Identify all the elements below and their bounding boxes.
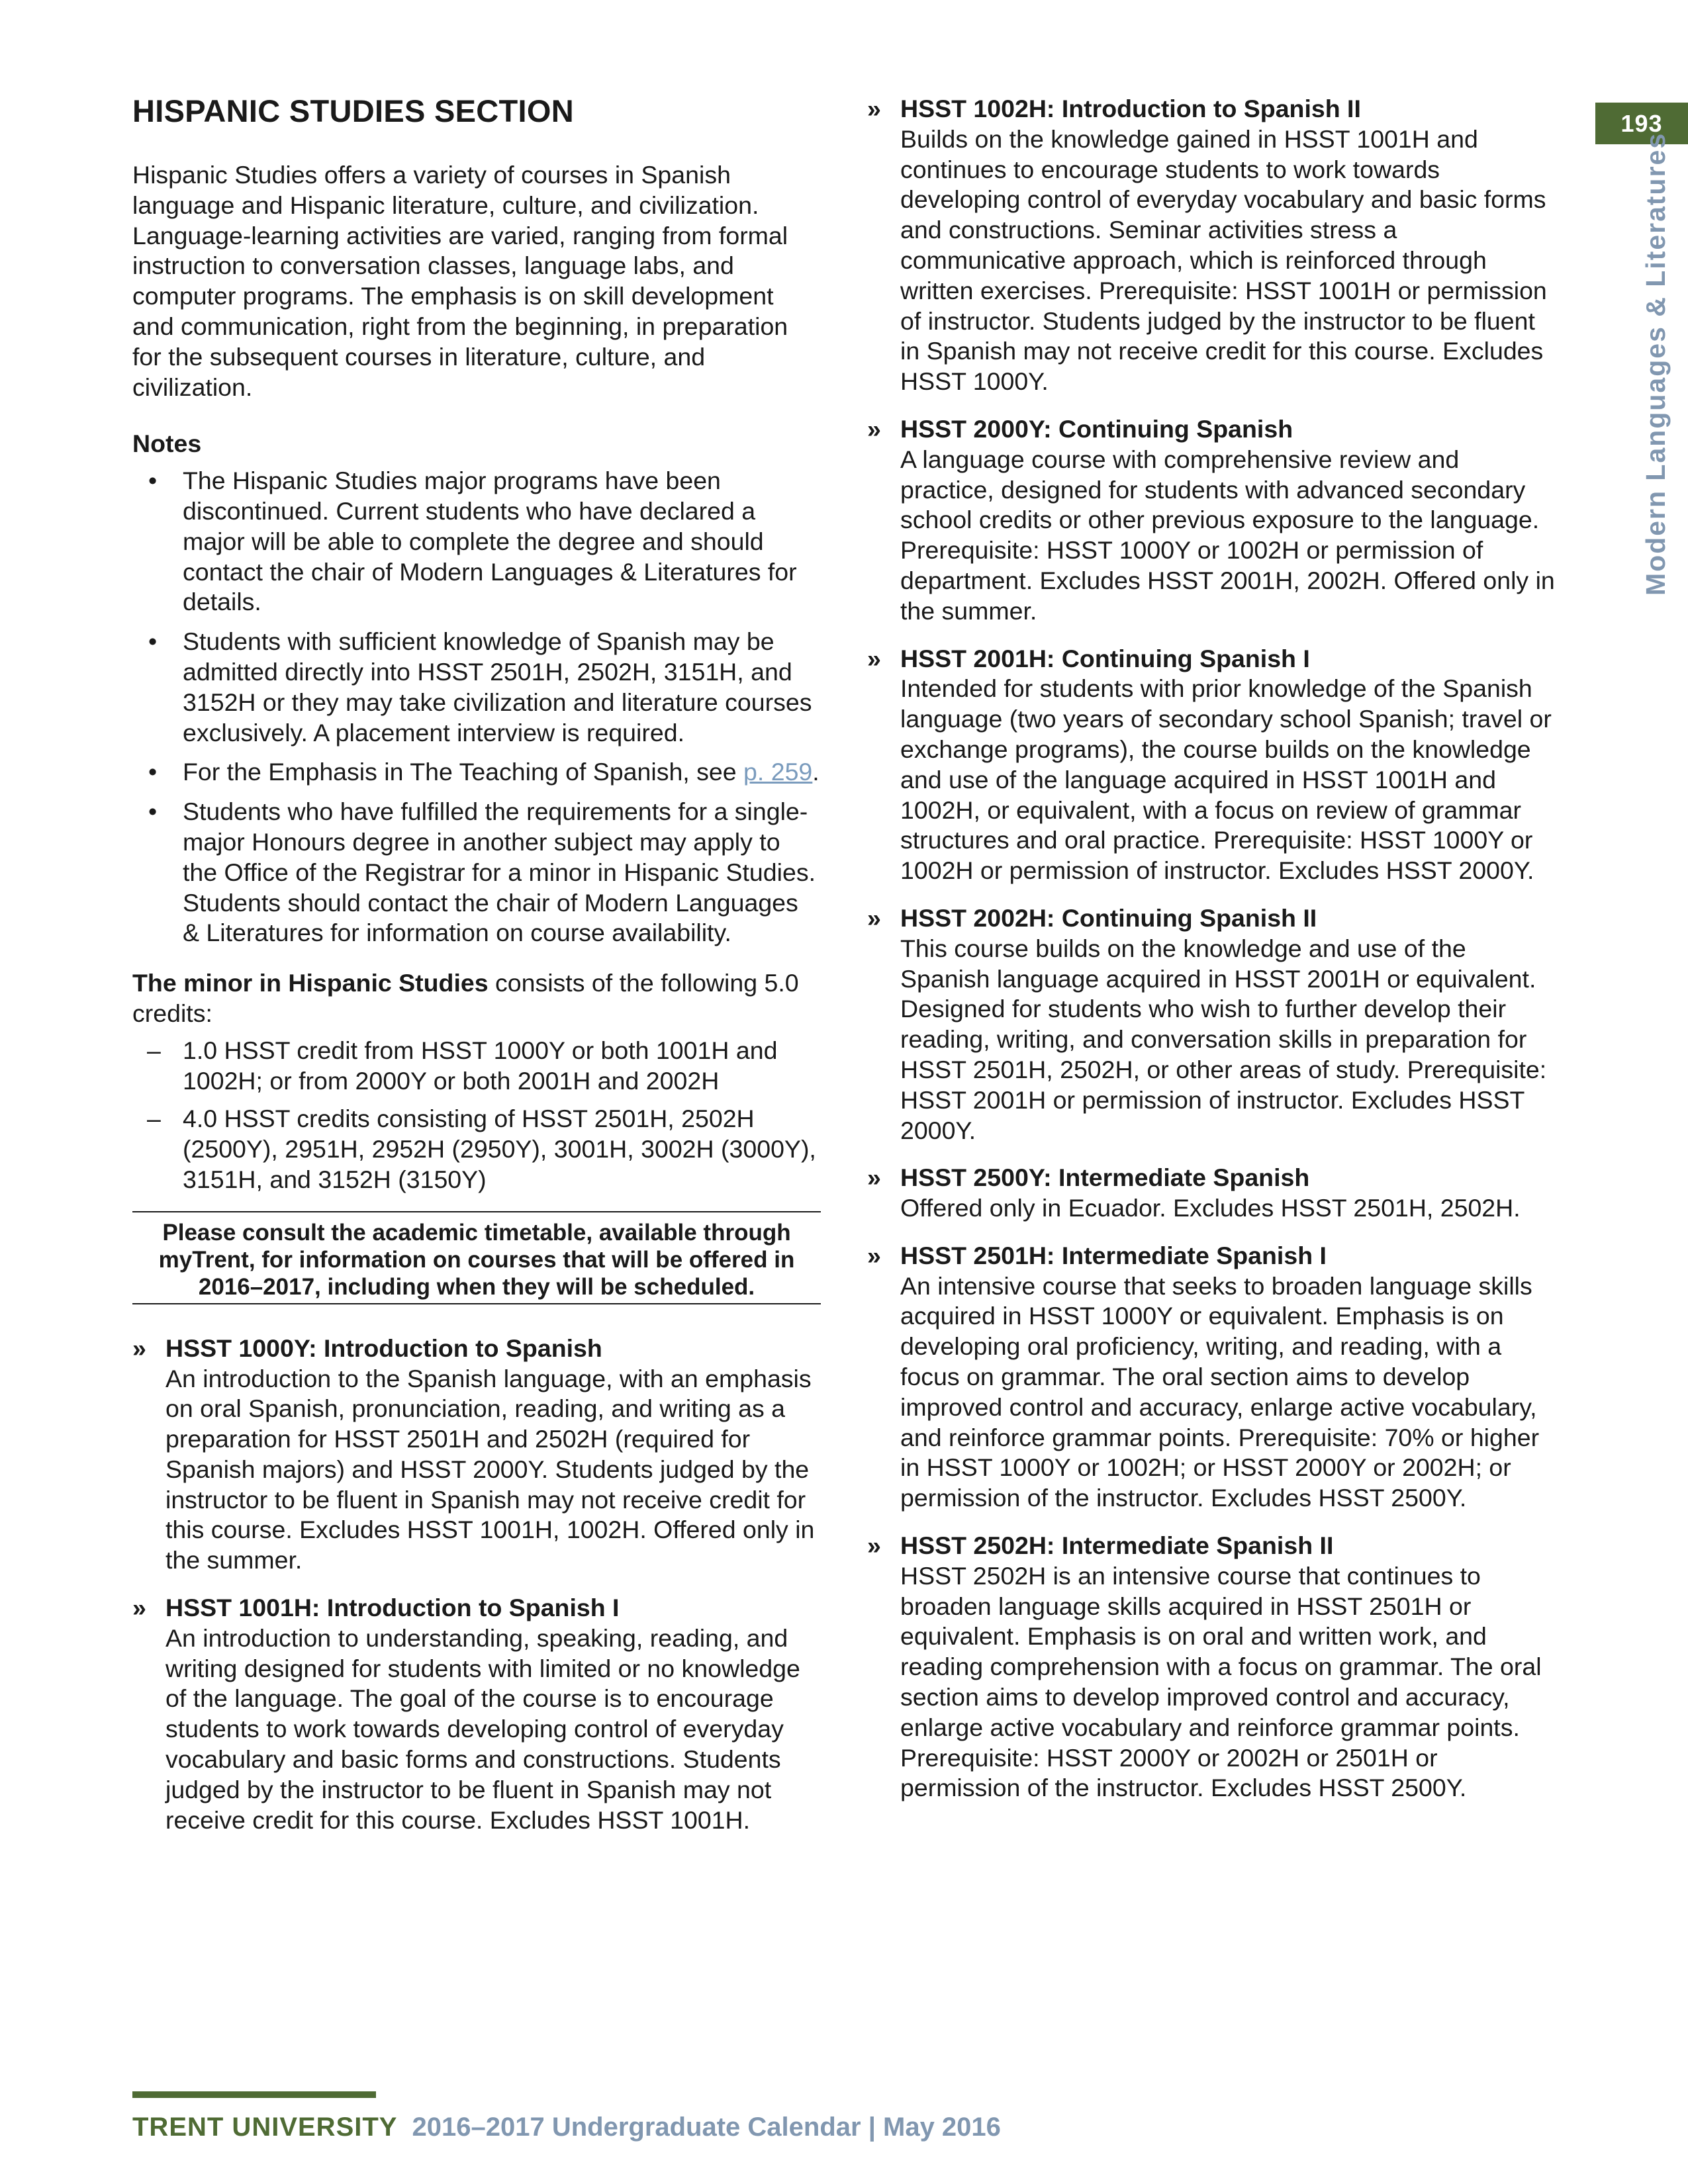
chevron-right-icon: » (132, 1594, 146, 1622)
chevron-right-icon: » (867, 644, 881, 672)
note-item (132, 797, 821, 948)
course-title: HSST 2501H: Intermediate Spanish I (900, 1241, 1327, 1269)
chevron-right-icon: » (867, 1241, 881, 1269)
side-section-label: Modern Languages & Literatures (1640, 132, 1671, 596)
dash-icon: – (147, 1036, 161, 1064)
course-entry (867, 644, 1559, 886)
bullet-icon: • (148, 797, 158, 826)
course-entry (867, 1531, 1559, 1803)
course-entry (867, 903, 1559, 1146)
course-entry (867, 94, 1559, 397)
intro-paragraph: Hispanic Studies offers a variety of courses in Spanish language and Hispanic literature, culture, and civilization. Language-learning activities are varied, ranging from formal instruction to conversation classes, language labs, and computer programs. The emphasis is on skill development and communication, right from the beginning, in preparation for the subsequent courses in literature, culture, and civilization. (132, 161, 788, 401)
note-item (132, 466, 821, 617)
footer-calendar: 2016–2017 Undergraduate Calendar | May 2016 (412, 2113, 1001, 2142)
page-number: 193 (1620, 110, 1663, 137)
course-description: Intended for students with prior knowledge of the Spanish language (two years of secondary school Spanish; travel or exchange programs), the course builds on the knowledge and use of the language acquired in HSST 1001H and 1002H, or equivalent, with a focus on review of grammar structures and oral practice. Prerequisite: HSST 1000Y or 1002H or permission of instructor. Excludes HSST 2000Y. (900, 674, 1552, 885)
chevron-right-icon: » (867, 903, 881, 932)
minor-requirement-text: 1.0 HSST credit from HSST 1000Y or both 1001H and 1002H; or from 2000Y or both 2001H and 2002H (183, 1036, 778, 1095)
course-description: An introduction to understanding, speaking, reading, and writing designed for students with limited or no knowledge of the language. The goal of the course is to encourage students to work towards developing control of everyday vocabulary and basic forms and constructions. Students judged by the instructor to be fluent in Spanish may not receive credit for this course. Excludes HSST 1001H. (165, 1623, 800, 1834)
course-description: An introduction to the Spanish language, with an emphasis on oral Spanish, pronunciation, reading, and writing as a preparation for HSST 2501H and 2502H (required for Spanish majors) and HSST 2000Y. Students judged by the instructor to be fluent in Spanish may not receive credit for this course. Excludes HSST 1001H, 1002H. Offered only in the summer. (165, 1364, 815, 1574)
bullet-icon: • (148, 758, 158, 786)
course-description: An intensive course that seeks to broaden language skills acquired in HSST 1000Y or equivalent. Emphasis is on developing oral proficiency, writing, and reading, with a focus on grammar. The oral section aims to develop improved control and accuracy, enlarge active vocabulary, and reinforce grammar points. Prerequisite: 70% or higher in HSST 1000Y or 1002H; or HSST 2000Y or 2002H; or permission of the instructor. Excludes HSST 2500Y. (900, 1271, 1540, 1512)
course-entry (867, 1241, 1559, 1514)
course-entry (867, 414, 1559, 627)
footer-rule (132, 2091, 376, 2098)
course-entry (132, 1334, 821, 1576)
chevron-right-icon: » (867, 1531, 881, 1560)
course-entry (867, 1163, 1559, 1224)
minor-requirement-item (132, 1104, 821, 1195)
course-title: HSST 1001H: Introduction to Spanish I (165, 1594, 620, 1622)
course-title: HSST 2000Y: Continuing Spanish (900, 414, 1293, 443)
minor-requirement-item (132, 1036, 821, 1097)
note-item (132, 757, 821, 788)
notes-heading: Notes (132, 430, 202, 458)
course-description: This course builds on the knowledge and use of the Spanish language acquired in HSST 2001H or equivalent. Designed for students who wish to further develop their reading, writing, and conversation skills in preparation for HSST 2501H, 2502H, or other areas of study. Prerequisite: HSST 2001H or permission of instructor. Excludes HSST 2000Y. (900, 934, 1547, 1144)
minor-text: consists of the following 5.0 credits: (132, 969, 799, 1027)
chevron-right-icon: » (867, 95, 881, 122)
course-title: HSST 2001H: Continuing Spanish I (900, 644, 1310, 672)
dash-icon: – (147, 1105, 161, 1133)
course-title: HSST 2500Y: Intermediate Spanish (900, 1163, 1310, 1192)
note-item (132, 627, 821, 748)
minor-requirements-list (132, 1036, 821, 1195)
note-text: Students who have fulfilled the requirements for a single-major Honours degree in another subject may apply to the Office of the Registrar for a minor in Hispanic Studies. Students should contact the chair of Modern Languages & Literatures for information on course availability. (183, 797, 816, 947)
bullet-icon: • (148, 467, 158, 495)
course-entry (132, 1593, 821, 1835)
course-title: HSST 2502H: Intermediate Spanish II (900, 1531, 1334, 1560)
page-reference-link[interactable]: p. 259 (743, 758, 813, 786)
section-title: HISPANIC STUDIES SECTION (132, 93, 575, 128)
course-description: Builds on the knowledge gained in HSST 1001H and continues to encourage students to work towards developing control of everyday vocabulary and basic forms and constructions. Seminar activities stress a communicative approach, which is reinforced through written exercises. Prerequisite: HSST 1001H or permission of instructor. Students judged by the instructor to be fluent in Spanish may not receive credit for this course. Excludes HSST 1000Y. (900, 124, 1547, 396)
minor-requirement-text: 4.0 HSST credits consisting of HSST 2501H, 2502H (2500Y), 2951H, 2952H (2950Y), 3001H, 3002H (3000Y), 3151H, and 3152H (3150Y) (183, 1105, 816, 1193)
minor-heading: The minor in Hispanic Studies (132, 969, 489, 997)
course-description: Offered only in Ecuador. Excludes HSST 2501H, 2502H. (900, 1194, 1521, 1222)
page-footer (132, 2113, 1001, 2142)
timetable-notice: Please consult the academic timetable, available through myTrent, for information on courses that will be offered in 2016–2017, including when they will be scheduled. (132, 1211, 821, 1304)
note-text: For the Emphasis in The Teaching of Spanish, see (183, 758, 744, 786)
minor-description (132, 968, 821, 1029)
notes-list (132, 466, 821, 948)
chevron-right-icon: » (867, 414, 881, 443)
chevron-right-icon: » (867, 1163, 881, 1192)
bullet-icon: • (148, 627, 158, 656)
course-title: HSST 1000Y: Introduction to Spanish (165, 1334, 602, 1362)
right-column (867, 94, 1559, 1821)
note-text: The Hispanic Studies major programs have been discontinued. Current students who have declared a major will be able to complete the degree and should contact the chair of Modern Languages & Literatures for details. (183, 467, 797, 616)
note-text-end: . (812, 758, 820, 786)
course-title: HSST 1002H: Introduction to Spanish II (900, 95, 1361, 122)
left-column (132, 93, 821, 1852)
note-text: Students with sufficient knowledge of Spanish may be admitted directly into HSST 2501H, 2502H, 3151H, and 3152H or they may take civilization and literature courses exclusively. A placement interview is required. (183, 627, 812, 747)
footer-university: TRENT UNIVERSITY (132, 2113, 398, 2142)
chevron-right-icon: » (132, 1334, 146, 1362)
course-description: A language course with comprehensive review and practice, designed for students with advanced secondary school credits or other previous exposure to the language. Prerequisite: HSST 1000Y or 1002H or permission of department. Excludes HSST 2001H, 2002H. Offered only in the summer. (900, 445, 1555, 625)
course-description: HSST 2502H is an intensive course that continues to broaden language skills acquired in HSST 2501H or equivalent. Emphasis is on oral and written work, and reading comprehension with a focus on grammar. The oral section aims to develop improved control and accuracy, enlarge active vocabulary and reinforce grammar points. Prerequisite: HSST 2000Y or 2002H or 2501H or permission of the instructor. Excludes HSST 2500Y. (900, 1561, 1542, 1802)
course-title: HSST 2002H: Continuing Spanish II (900, 903, 1317, 932)
